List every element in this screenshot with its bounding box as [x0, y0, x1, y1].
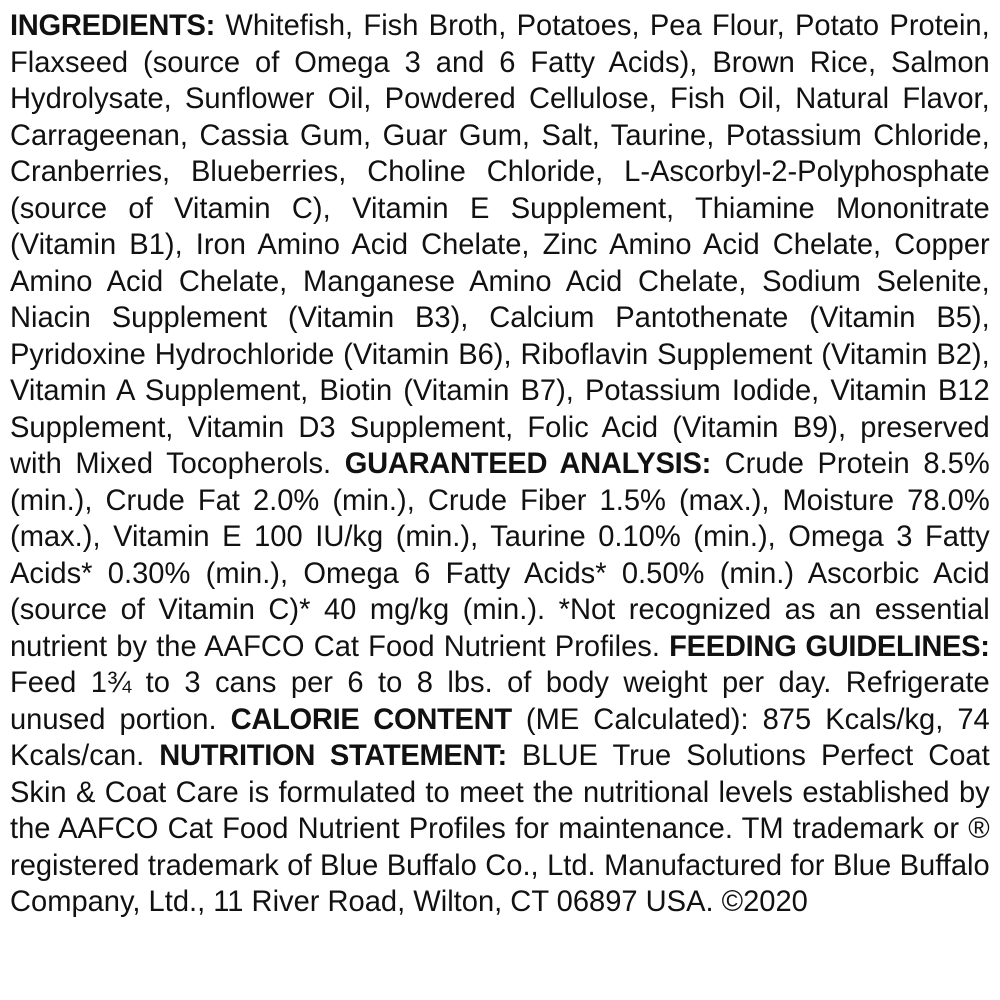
ingredients-heading: INGREDIENTS:: [10, 9, 216, 42]
ingredient-label-text: [10, 8, 990, 921]
guaranteed-analysis-heading: GUARANTEED ANALYSIS:: [344, 447, 711, 480]
feeding-guidelines-heading: FEEDING GUIDELINES:: [669, 629, 990, 663]
calorie-content-heading: CALORIE CONTENT: [230, 702, 512, 736]
ingredients-list: Whitefish, Fish Broth, Potatoes, Pea Flour, Potato Protein, Flaxseed (source of Omega 3 and 6 Fatty Acids), Brown Rice, Salmon Hydrolysate, Sunflower Oil, Powdered Cellulose, Fish Oil, Natural Flavor, Carrageenan, Cassia Gum, Guar Gum, Salt, Taurine, Potassium Chloride, Cranberries, Blueberries, Choline Chloride, L-Ascorbyl-2-Polyphosphate (source of Vitamin C), Vitamin E Supplement, Thiamine Mononitrate (Vitamin B1), Iron Amino Acid Chelate, Zinc Amino Acid Chelate, Copper Amino Acid Chelate, Manganese Amino Acid Chelate, Sodium Selenite, Niacin Supplement (Vitamin B3), Calcium Pantothenate (Vitamin B5), Pyridoxine Hydrochloride (Vitamin B6), Riboflavin Supplement (Vitamin B2), Vitamin A Supplement, Biotin (Vitamin B7), Potassium Iodide, Vitamin B12 Supplement, Vitamin D3 Supplement, Folic Acid (Vitamin B9), preserved with Mixed Tocopherols.: [10, 9, 990, 480]
calorie-content-text: (ME Calculated): 875 Kcals/kg, 74 Kcals/can.: [10, 702, 990, 772]
nutrition-statement-text: BLUE True Solutions Perfect Coat Skin & Coat Care is formulated to meet the nutritional levels established by the AAFCO Cat Food Nutrient Profiles for maintenance. TM trademark or ® registered trademark of Blue Buffalo Co., Ltd. Manufactured for Blue Buffalo Company, Ltd., 11 River Road, Wilton, CT 06897 USA. ©2020: [10, 739, 990, 918]
feeding-guidelines-text: Feed 1¾ to 3 cans per 6 to 8 lbs. of body weight per day. Refrigerate unused portion.: [10, 666, 990, 736]
nutrition-statement-heading: NUTRITION STATEMENT:: [159, 739, 507, 772]
guaranteed-analysis-text: Crude Protein 8.5% (min.), Crude Fat 2.0% (min.), Crude Fiber 1.5% (max.), Moisture 78.0% (max.), Vitamin E 100 IU/kg (min.), Taurine 0.10% (min.), Omega 3 Fatty Acids* 0.30% (min.), Omega 6 Fatty Acids* 0.50% (min.) Ascorbic Acid (source of Vitamin C)* 40 mg/kg (min.). *Not recognized as an essential nutrient by the AAFCO Cat Food Nutrient Profiles.: [10, 447, 990, 663]
